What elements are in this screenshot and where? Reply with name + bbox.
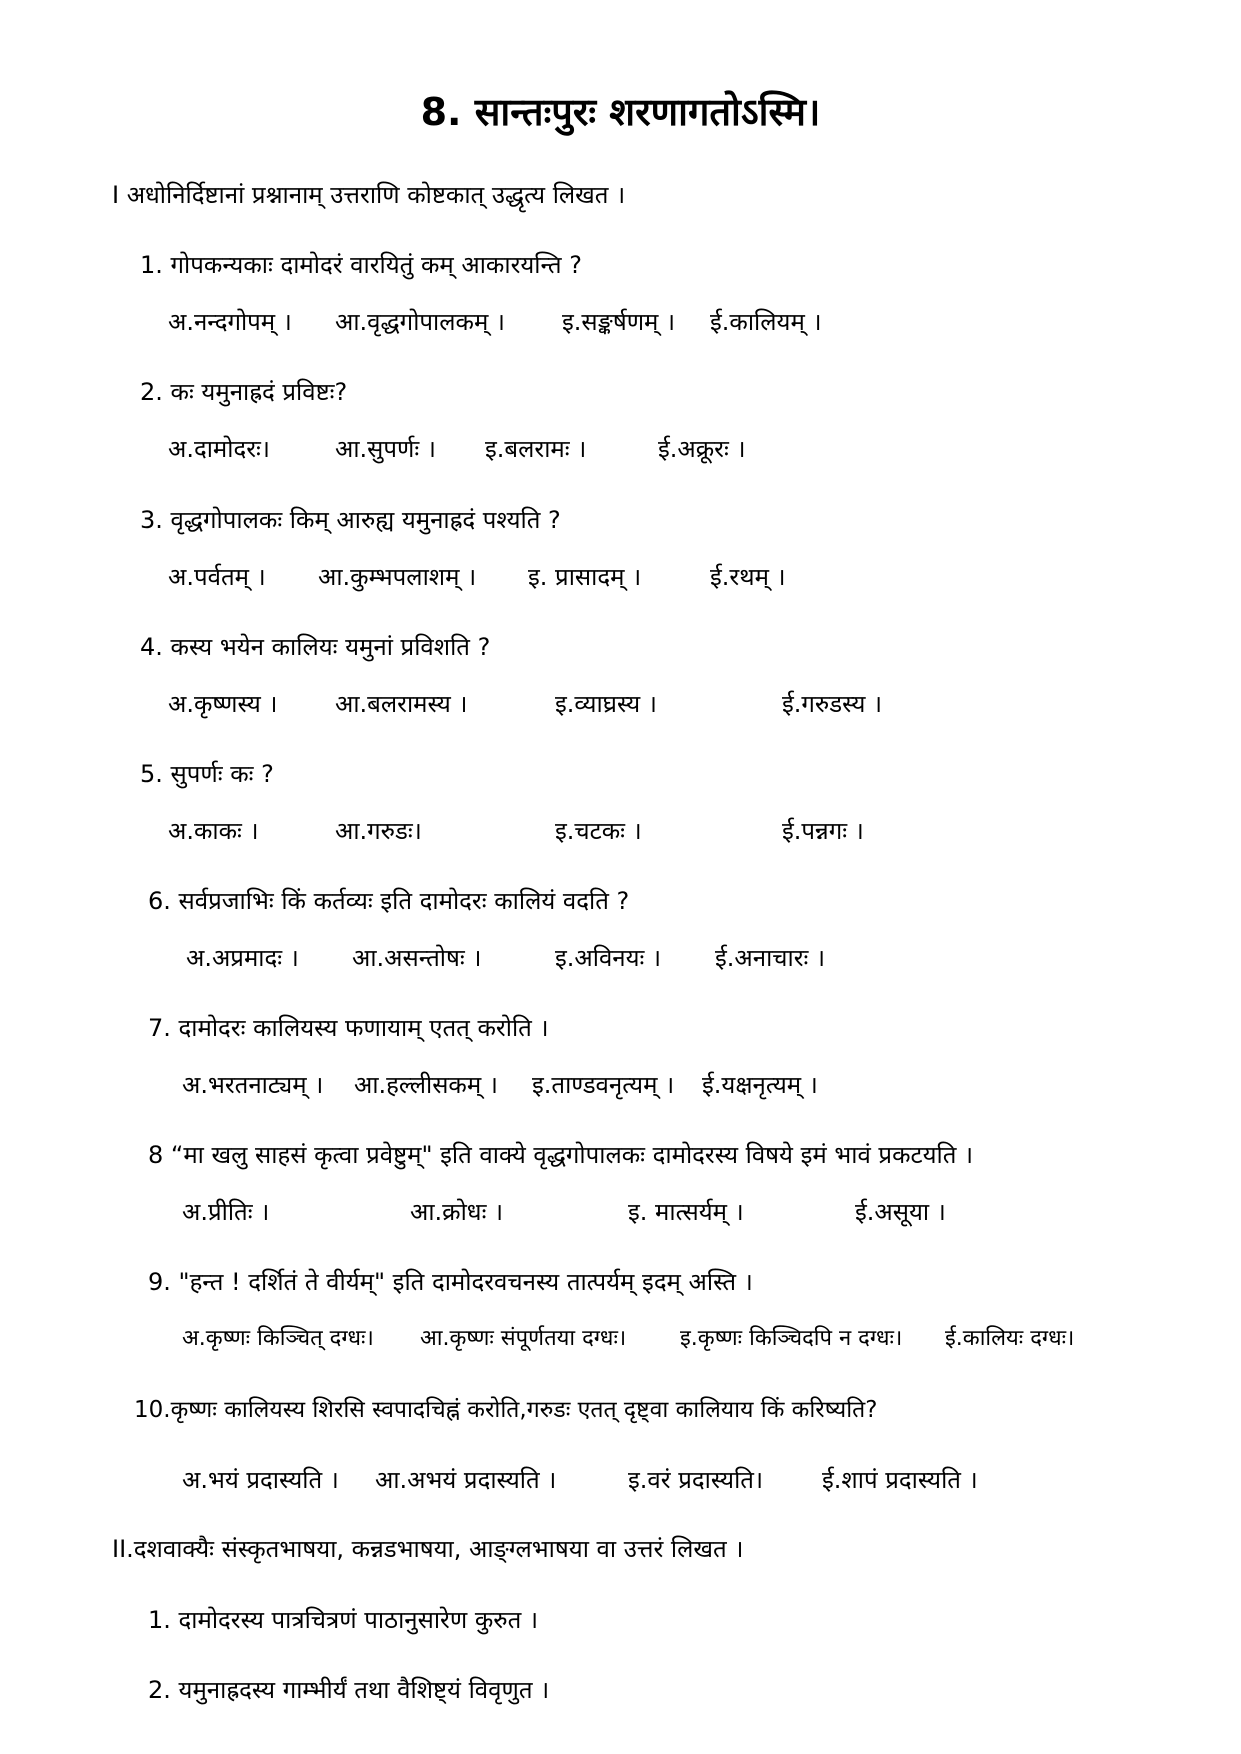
q8-option-a: अ.प्रीतिः ।: [182, 1198, 270, 1226]
q5-option-ii: ई.पन्नगः ।: [782, 817, 864, 845]
task-1: 1. दामोदरस्य पात्रचित्रणं पाठानुसारेण कुरुत ।: [148, 1606, 539, 1634]
q5-option-a: अ.काकः ।: [168, 817, 259, 845]
question-7: 7. दामोदरः कालियस्य फणायाम् एतत् करोति ।: [148, 1014, 549, 1042]
q2-option-i: इ.बलरामः ।: [485, 435, 587, 463]
q10-option-a: अ.भयं प्रदास्यति ।: [182, 1466, 339, 1494]
q9-option-ii: ई.कालियः दग्धः।: [945, 1326, 1075, 1351]
q1-option-i: इ.सङ्कर्षणम् ।: [562, 308, 676, 336]
q10-option-i: इ.वरं प्रदास्यति।: [628, 1466, 764, 1494]
q9-option-a: अ.कृष्णः किञ्चित् दग्धः।: [182, 1326, 374, 1351]
q7-option-i: इ.ताण्डवनृत्यम् ।: [532, 1071, 675, 1099]
q6-option-aa: आ.असन्तोषः ।: [352, 944, 482, 972]
q4-option-a: अ.कृष्णस्य ।: [168, 690, 278, 718]
q6-option-i: इ.अविनयः ।: [555, 944, 662, 972]
q3-option-a: अ.पर्वतम् ।: [168, 563, 266, 591]
q10-option-aa: आ.अभयं प्रदास्यति ।: [375, 1466, 557, 1494]
q2-option-a: अ.दामोदरः।: [168, 435, 270, 463]
question-4: 4. कस्य भयेन कालियः यमुनां प्रविशति ?: [140, 633, 491, 661]
q7-option-aa: आ.हल्लीसकम् ।: [354, 1071, 498, 1099]
question-1: 1. गोपकन्यकाः दामोदरं वारयितुं कम् आकारयन्ति ?: [140, 251, 582, 279]
q3-option-ii: ई.रथम् ।: [710, 563, 786, 591]
q6-option-a: अ.अप्रमादः ।: [186, 944, 299, 972]
q4-option-i: इ.व्याघ्रस्य ।: [555, 690, 657, 718]
question-3: 3. वृद्धगोपालकः किम् आरुह्य यमुनाह्रदं पश्यति ?: [140, 506, 561, 534]
q10-option-ii: ई.शापं प्रदास्यति ।: [822, 1466, 978, 1494]
page-title: 8. सान्तःपुरः शरणागतोऽस्मि।: [420, 90, 821, 134]
q3-option-aa: आ.कुम्भपलाशम् ।: [318, 563, 477, 591]
q2-option-ii: ई.अक्रूरः ।: [658, 435, 746, 463]
question-8: 8 “मा खलु साहसं कृत्वा प्रवेष्टुम्" इति वाक्ये वृद्धगोपालकः दामोदरस्य विषये इमं भावं प्रकटयति ।: [148, 1141, 974, 1169]
section-2-heading: II.दशवाक्यैः संस्कृतभाषया, कन्नडभाषया, आङ्ग्लभाषया वा उत्तरं लिखत ।: [112, 1535, 744, 1563]
q2-option-aa: आ.सुपर्णः ।: [335, 435, 436, 463]
q7-option-ii: ई.यक्षनृत्यम् ।: [702, 1071, 818, 1099]
q5-option-i: इ.चटकः ।: [555, 817, 642, 845]
question-5: 5. सुपर्णः कः ?: [140, 760, 274, 788]
q5-option-aa: आ.गरुडः।: [335, 817, 422, 845]
question-9: 9. "हन्त ! दर्शितं ते वीर्यम्" इति दामोदरवचनस्य तात्पर्यम् इदम् अस्ति ।: [148, 1268, 753, 1296]
q4-option-ii: ई.गरुडस्य ।: [782, 690, 883, 718]
q3-option-i: इ. प्रासादम् ।: [528, 563, 642, 591]
q7-option-a: अ.भरतनाट्यम् ।: [182, 1071, 324, 1099]
q9-option-aa: आ.कृष्णः संपूर्णतया दग्धः।: [420, 1326, 627, 1351]
q8-option-ii: ई.असूया ।: [855, 1198, 946, 1226]
task-2: 2. यमुनाह्रदस्य गाम्भीर्यं तथा वैशिष्ट्यं विवृणुत ।: [148, 1676, 550, 1704]
question-2: 2. कः यमुनाह्रदं प्रविष्टः?: [140, 378, 348, 406]
q1-option-ii: ई.कालियम् ।: [710, 308, 822, 336]
question-6: 6. सर्वप्रजाभिः किं कर्तव्यः इति दामोदरः कालियं वदति ?: [148, 887, 630, 915]
q1-option-a: अ.नन्दगोपम् ।: [168, 308, 292, 336]
q8-option-aa: आ.क्रोधः ।: [410, 1198, 504, 1226]
question-10: 10.कृष्णः कालियस्य शिरसि स्वपादचिह्नं करोति,गरुडः एतत् दृष्ट्वा कालियाय किं करिष्यति?: [134, 1397, 878, 1423]
q8-option-i: इ. मात्सर्यम् ।: [628, 1198, 744, 1226]
q4-option-aa: आ.बलरामस्य ।: [335, 690, 468, 718]
q1-option-aa: आ.वृद्धगोपालकम् ।: [335, 308, 506, 336]
q9-option-i: इ.कृष्णः किञ्चिदपि न दग्धः।: [680, 1326, 903, 1351]
q6-option-ii: ई.अनाचारः ।: [715, 944, 826, 972]
section-1-heading: I अधोनिर्दिष्टानां प्रश्नानाम् उत्तराणि कोष्टकात् उद्धृत्य लिखत ।: [112, 181, 626, 209]
